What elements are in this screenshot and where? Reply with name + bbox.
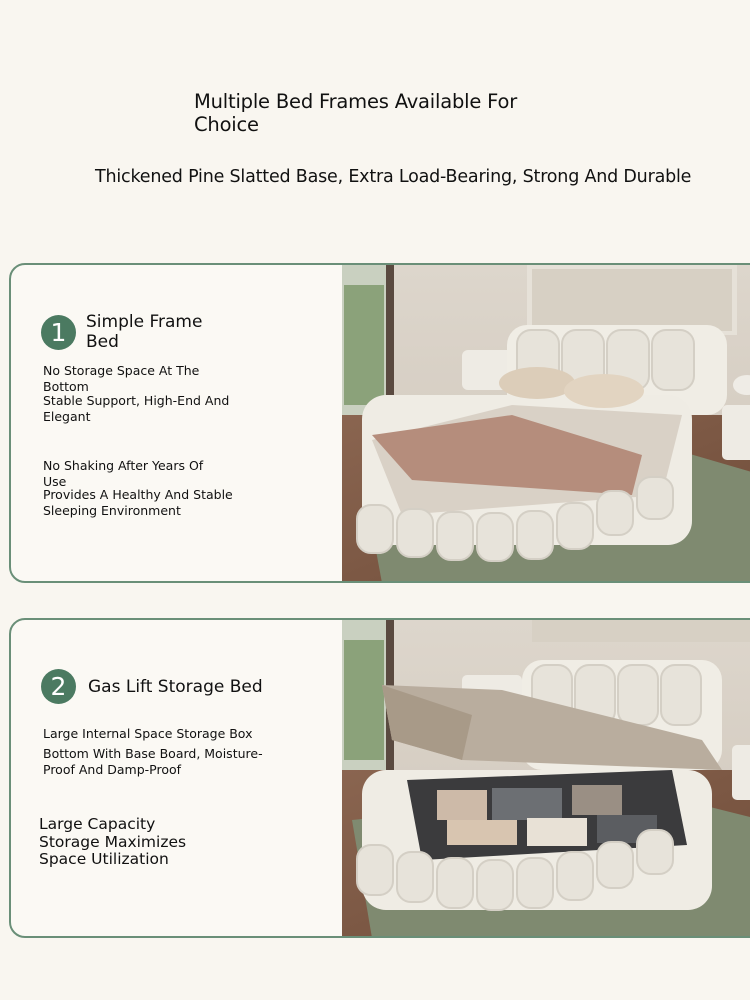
simple-bed-photo bbox=[342, 265, 750, 583]
feature-storage-box: Large Internal Space Storage Box bbox=[43, 726, 253, 741]
gas-lift-storage-bed-card bbox=[9, 618, 750, 938]
capacity-highlight: Large Capacity Storage Maximizes Space Utilization bbox=[39, 815, 187, 868]
simple-frame-bed-card bbox=[9, 263, 750, 583]
card-title: Gas Lift Storage Bed bbox=[88, 677, 263, 697]
feature-base-board: Bottom With Base Board, Moisture-Proof And Damp-Proof bbox=[43, 746, 263, 777]
storage-bed-photo bbox=[342, 620, 750, 938]
headline: Multiple Bed Frames Available For Choice bbox=[194, 90, 518, 136]
feature-no-storage: No Storage Space At The Bottom bbox=[43, 363, 200, 394]
feature-healthy-sleep: Provides A Healthy And Stable Sleeping Environment bbox=[43, 487, 233, 518]
subheadline: Thickened Pine Slatted Base, Extra Load-Bearing, Strong And Durable bbox=[95, 167, 692, 187]
number-badge-1: 1 bbox=[41, 315, 76, 350]
number-badge-2: 2 bbox=[41, 669, 76, 704]
feature-stable-support: Stable Support, High-End And Elegant bbox=[43, 393, 230, 424]
card-title: Simple Frame Bed bbox=[86, 312, 203, 352]
feature-no-shaking: No Shaking After Years Of Use bbox=[43, 458, 204, 489]
